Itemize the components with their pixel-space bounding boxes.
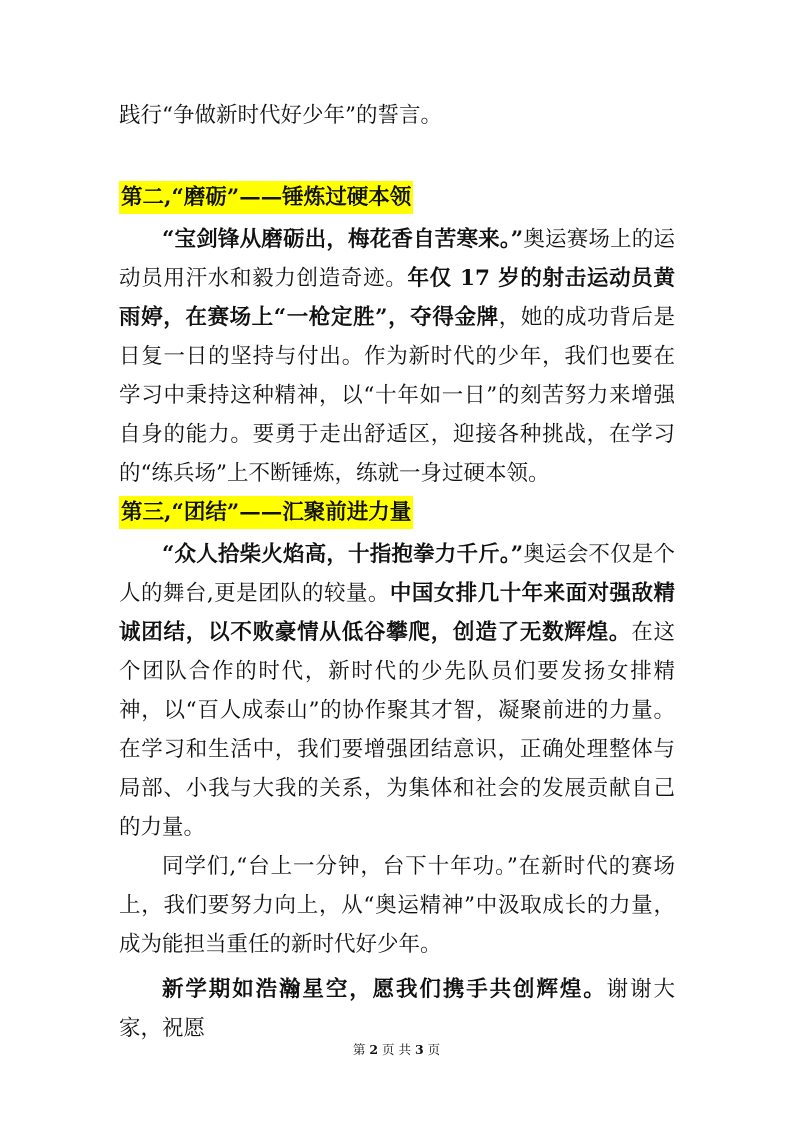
final-text: 谢谢大家，祝愿	[119, 977, 675, 1041]
section2-heading-wrap	[119, 178, 675, 220]
section3-bold-text: 中国女排几十年来面对强敌精诚团结，以不败豪情从低谷攀爬，创造了无数辉煌。	[119, 581, 675, 645]
footer-total-pages: 3	[414, 1042, 424, 1057]
section2-heading: 第二,“磨砺”——锤炼过硬本领	[119, 181, 413, 214]
footer-page-number: 2	[369, 1042, 379, 1057]
footer-suffix: 页	[427, 1042, 441, 1057]
final-bold-text: 新学期如浩瀚星空，愿我们携手共创辉煌。	[162, 977, 607, 1002]
section2-text-1: 奥运赛场上的运动员用汗水和毅力创造奇迹。	[119, 227, 675, 291]
section2-paragraph	[119, 220, 675, 493]
section3-text-2: 在这个团队合作的时代，新时代的少先队员们要发扬女排精神，以“百人成泰山”的协作聚其才智，凝聚前进的力量。在学习和生活中，我们要增强团结意识，正确处理整体与局部、小我与大我的关系，为集体和社会的发展贡献自己的力量。	[119, 620, 675, 840]
section3-quote: “众人拾柴火焰高，十指抱拳力千斤。”	[162, 542, 524, 567]
section3-paragraph	[119, 535, 675, 847]
closing-paragraph: 同学们,“台上一分钟，台下十年功。”在新时代的赛场上，我们要努力向上，从“奥运精神”中汲取成长的力量，成为能担当重任的新时代好少年。	[119, 854, 675, 957]
page-footer	[0, 1040, 793, 1058]
body-text	[119, 96, 675, 1048]
section2-text-2: ，她的成功背后是日复一日的坚持与付出。作为新时代的少年，我们也要在学习中秉持这种精神，以“十年如一日”的刻苦努力来增强自身的能力。要勇于走出舒适区，迎接各种挑战，在学习的“练兵场”上不断锤炼，练就一身过硬本领。	[119, 305, 675, 486]
section3-heading-wrap	[119, 493, 675, 535]
footer-middle: 页 共	[382, 1042, 411, 1057]
section2-quote: “宝剑锋从磨砺出，梅花香自苦寒来。”	[162, 227, 524, 252]
paragraph-continuation: 践行“争做新时代好少年”的誓言。	[119, 103, 442, 128]
section3-heading: 第三,“团结”——汇聚前进力量	[119, 496, 413, 529]
footer-prefix: 第	[352, 1042, 366, 1057]
final-paragraph	[119, 970, 675, 1048]
section3-text-1: 奥运会不仅是个人的舞台,更是团队的较量。	[119, 542, 675, 606]
section2-bold-text: 年仅 17 岁的射击运动员黄雨婷，在赛场上“一枪定胜”，夺得金牌	[119, 266, 675, 330]
